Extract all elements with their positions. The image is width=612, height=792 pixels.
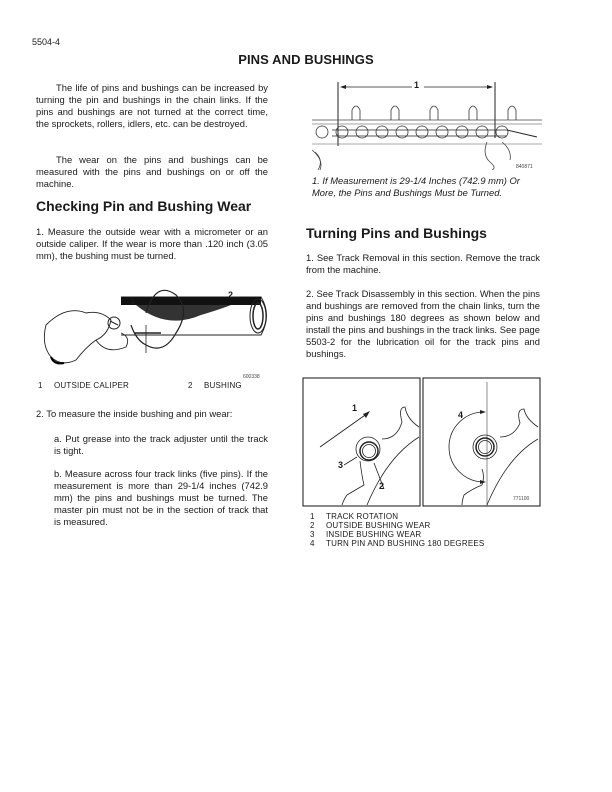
- checking-step-2: 2. To measure the inside bushing and pin wear:: [36, 408, 233, 419]
- bushing-turning-illustration: [302, 377, 542, 507]
- legend-label: INSIDE BUSHING WEAR: [326, 530, 422, 539]
- checking-step-2a: a. Put grease into the track adjuster until the track is tight.: [54, 433, 268, 456]
- checking-step-1: 1. Measure the outside wear with a micrometer or an outside caliper. If the wear is more than .120 inch (3.05 mm), the bushing must be turned.: [36, 226, 268, 261]
- figure2-id: 840871: [516, 164, 533, 170]
- legend-number: 1: [38, 381, 43, 390]
- legend-item: [310, 530, 484, 539]
- figure3-legend: [310, 512, 484, 548]
- section-heading-turning: Turning Pins and Bushings: [306, 225, 487, 241]
- legend-item: [310, 539, 484, 548]
- figure2-caption: 1. If Measurement is 29-1/4 Inches (742.9 mm) Or More, the Pins and Bushings Must be Turned.: [312, 175, 520, 198]
- turning-step-1: 1. See Track Removal in this section. Remove the track from the machine.: [306, 252, 540, 275]
- legend-number: 4: [310, 539, 315, 548]
- intro-paragraph-1: The life of pins and bushings can be increased by turning the pin and bushings in the chain links. If the pins and bushings are not turned at the correct time, the sprockets, rollers, idlers, etc. can be destroyed.: [36, 82, 268, 129]
- turning-step-2: 2. See Track Disassembly in this section. When the pins and bushings are removed from the chain links, turn the pins and bushings 180 degrees as shown below and install the pins and bushings in the track links. See page 5503-2 for the lubrication oil for the track pins and bushings.: [306, 288, 540, 359]
- figure3-callout-1: 1: [352, 403, 358, 413]
- legend-item: [310, 512, 484, 521]
- figure1-callout-2: 2: [228, 290, 234, 300]
- legend-number: 2: [188, 381, 193, 390]
- legend-number: 3: [310, 530, 315, 539]
- checking-step-2b: b. Measure across four track links (five pins). If the measurement is more than 29-1/4 inches (742.9 mm) the pins and bushings must be turned. The master pin must not be in the section of track that is measured.: [54, 468, 268, 527]
- page-number: 5504-4: [32, 37, 61, 47]
- legend-number: 1: [310, 512, 315, 521]
- section-heading-checking: Checking Pin and Bushing Wear: [36, 198, 252, 214]
- legend-label: TRACK ROTATION: [326, 512, 399, 521]
- legend-item: [310, 521, 484, 530]
- figure1-id: 600338: [243, 374, 260, 380]
- figure3-callout-3: 3: [338, 460, 344, 470]
- legend-label: OUTSIDE CALIPER: [54, 381, 130, 390]
- legend-item: [38, 381, 188, 390]
- figure3-id: 771100: [513, 496, 530, 502]
- figure3-callout-4: 4: [458, 410, 464, 420]
- figure1-callout-1: 1: [130, 296, 136, 306]
- page-title: PINS AND BUSHINGS: [238, 52, 374, 67]
- caliper-bushing-illustration: [36, 285, 276, 370]
- track-measurement-illustration: [312, 80, 542, 170]
- figure3-callout-2: 2: [379, 481, 385, 491]
- figure1-legend: [38, 381, 242, 390]
- legend-item: [188, 381, 242, 390]
- legend-number: 2: [310, 521, 315, 530]
- intro-paragraph-2: The wear on the pins and bushings can be measured with the pins and bushings on or off the machine.: [36, 154, 268, 189]
- legend-label: TURN PIN AND BUSHING 180 DEGREES: [326, 539, 485, 548]
- legend-label: BUSHING: [204, 381, 242, 390]
- figure2-callout-1: 1: [414, 80, 420, 90]
- legend-label: OUTSIDE BUSHING WEAR: [326, 521, 431, 530]
